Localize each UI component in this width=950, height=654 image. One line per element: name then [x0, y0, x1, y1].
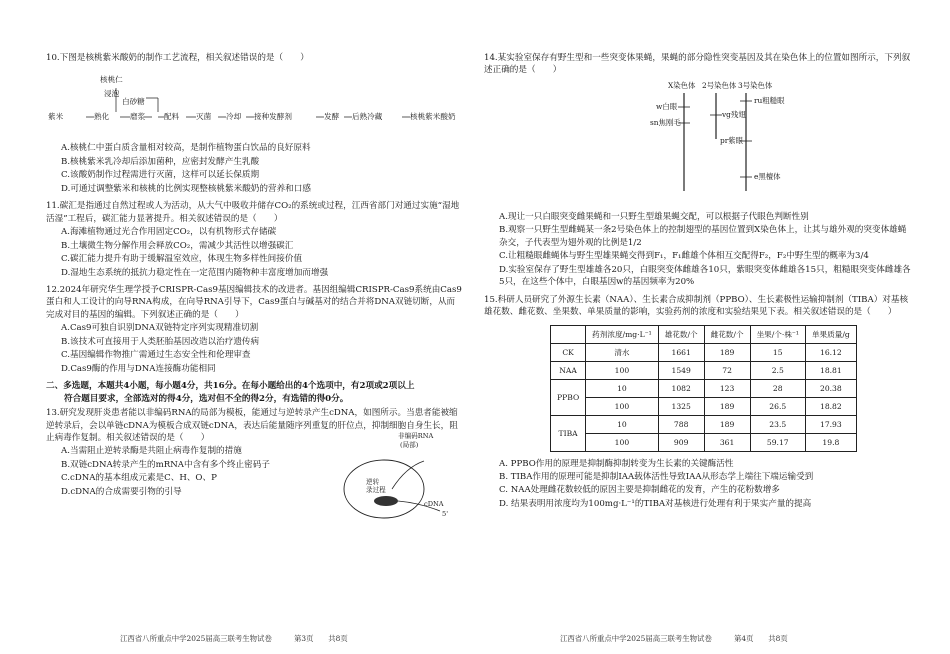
table-cell: 123	[704, 379, 750, 397]
table-cell: 72	[704, 361, 750, 379]
option-b: B.核桃紫米乳冷却后添加菌种，应密封发酵产生乳酸	[61, 156, 260, 167]
option-a: A.Cas9可独自识别DNA双链特定序列实现精准切割	[61, 323, 259, 334]
option-b: B.观察一只野生型雌蝇某一条2号染色体上的控制翅型的基因位置到X染色体上，让其与雄外观的突变体雄蝇杂交，子代表型为翅外观的比例是1/2	[499, 225, 907, 248]
flow-branch-sugar: 白砂糖	[122, 97, 145, 107]
table-cell: 909	[658, 433, 704, 451]
question-15	[484, 294, 912, 511]
flow-step: 紫米	[48, 112, 64, 122]
option-c: C.让粗糙眼雌蝇体与野生型雄果蝇交得到F₁，F₁雌雄个体相互交配得F₂，F₂中野生型的概率为3/4	[499, 251, 869, 262]
page-footer-right: 江西省八所重点中学2025届高三联考生物试卷 第4页 共8页	[560, 634, 788, 643]
section-heading-line: 二、多选题，本题共4小题，每小题4分，共16分。在每小题给出的4个选项中，有2项或2项以上	[46, 381, 415, 392]
table-cell: 15	[750, 343, 805, 361]
option-b: B.双链cDNA转录产生的mRNA中含有多个终止密码子	[61, 459, 270, 470]
table-cell: 28	[750, 379, 805, 397]
flow-step: 接种发酵剂	[254, 112, 292, 122]
option-c: C.cDNA的基本组成元素是C、H、O、P	[61, 473, 217, 484]
option-b: B.土壤微生物分解作用会释放CO₂，需减少其活性以增强碳汇	[61, 240, 294, 251]
gene-label-sn: sn焦刚毛	[650, 117, 681, 127]
option-a: A.核桃仁中蛋白质含量相对较高，是制作植物蛋白饮品的良好原料	[61, 143, 311, 154]
table-header-cell	[551, 325, 586, 343]
experiment-results-table	[550, 325, 857, 452]
table-cell: CK	[551, 343, 586, 361]
flow-step: 磨浆	[130, 112, 146, 122]
flow-step: 熟化	[94, 112, 110, 122]
option-d: D.Cas9酶的作用与DNA连接酶功能相同	[61, 363, 216, 374]
table-cell: 189	[704, 343, 750, 361]
table-cell: 26.5	[750, 397, 805, 415]
reverse-transcription-figure	[336, 427, 456, 523]
table-cell: 10	[586, 415, 659, 433]
table-cell: 20.38	[805, 379, 856, 397]
gene-label-ru: ru粗糙眼	[754, 95, 785, 105]
question-stem: 11.碳汇是指通过自然过程或人为活动，从大气中吸收并储存CO₂的系统或过程，江西省部门对通过实施“湿地活湿”工程后，碳汇能力显著提升。相关叙述错误的是（ ）	[46, 201, 460, 224]
option-b: B. TIBA作用的原理可能是抑制IAA载体活性导致IAA从形态学上端往下端运输受到	[499, 471, 814, 482]
table-cell: 17.93	[805, 415, 856, 433]
flow-step: 核桃紫米酸奶	[410, 112, 456, 122]
table-cell: 18.82	[805, 397, 856, 415]
chromosome-gene-map	[484, 79, 912, 207]
cell-diagram	[336, 427, 456, 523]
option-a: A.海滩植物通过光合作用固定CO₂，以有机物形式存储碳	[61, 227, 277, 238]
question-stem: 14.某实验室保存有野生型和一些突变体果蝇，果蝇的部分隐性突变基因及其在染色体上的位置如图所示，下列叙述正确的是（ ）	[484, 53, 911, 76]
option-c: C.基因编辑作物推广需通过生态安全性和伦理审查	[61, 350, 251, 361]
figure-label-cdna: cDNA	[424, 500, 444, 509]
gene-label-w: w白眼	[656, 101, 678, 111]
flow-step: 后熟冷藏	[352, 112, 383, 122]
figure-label-5prime: 5'	[442, 510, 449, 519]
table-cell: 361	[704, 433, 750, 451]
table-row	[551, 361, 857, 379]
section-heading-line: 符合题目要求，全部选对的得4分，选对但不全的得2分，有选错的得0分。	[64, 393, 349, 404]
question-stem: 12.2024年研究华生理学授予CRISPR-Cas9基因编辑技术的改进者。基因组编辑CRISPR-Cas9系统由Cas9蛋白和人工设计的向导RNA构成，在向导RNA引导下，Cas9蛋白与碱基对的结合并将DNA双链切断，从而完成对目的基因的编辑。下列叙述正确的是（ ）	[46, 284, 462, 320]
gene-label-vg: vg残翅	[722, 109, 746, 119]
table-row	[551, 415, 857, 433]
question-stem: 13.研究发现肝炎患者能以非编码RNA的局部为模板，能通过与逆转录产生cDNA，如图所示。当患者能被缩逆转录后，会以单链cDNA为模板合成双链cDNA，表达后能量随序列重复的肝位点，抑制细胞自身生长，阻止病毒作复制。相关叙述错误的是（ ）	[46, 408, 458, 443]
flow-step: 配料	[164, 112, 180, 122]
table-cell: 100	[586, 361, 659, 379]
question-10	[46, 52, 462, 195]
option-d: D.可通过调整紫米和核桃的比例实现整核桃紫米酸奶的营养和口感	[61, 183, 311, 194]
table-cell: 1325	[658, 397, 704, 415]
question-11	[46, 200, 462, 279]
table-cell: NAA	[551, 361, 586, 379]
table-header-cell: 药剂浓度/mg·L⁻¹	[586, 325, 659, 343]
figure-label-ncrna: 非编码RNA	[398, 432, 434, 441]
flow-step: 发酵	[324, 112, 340, 122]
table-cell: 清水	[586, 343, 659, 361]
table-cell: 100	[586, 433, 659, 451]
table-cell: 1082	[658, 379, 704, 397]
option-d: D. 结果表明用浓度均为100mg·L⁻¹的TIBA对基核进行处理有利于果实产量的提高	[499, 498, 812, 509]
option-d: D.湿地生态系统的抵抗力稳定性在一定范围内随物种丰富度增加而增强	[61, 267, 329, 278]
option-c: C.碳汇能力提升有助于缓解温室效应，体现生物多样性间接价值	[61, 254, 303, 265]
table-cell: 100	[586, 397, 659, 415]
option-c: C. NAA处理雌花数较低的原因主要是抑制雌花的发育，产生的花粉数增多	[499, 485, 780, 496]
table-cell: 16.12	[805, 343, 856, 361]
question-13	[46, 407, 462, 519]
table-header-cell: 单果质量/g	[805, 325, 856, 343]
page-footer-left: 江西省八所重点中学2025届高三联考生物试卷 第3页 共8页	[120, 634, 348, 643]
question-stem: 10.下图是核桃紫米酸奶的制作工艺流程，相关叙述错误的是（ ）	[46, 53, 309, 63]
option-d: D.实验室保存了野生型雄雄各20只，白眼突变体雌雄各10只，紫眼突变体雌雄各15只，粗糙眼突变体雌雄各5只，在这些个体中，白眼基因w的基因频率为20%	[499, 264, 911, 288]
table-cell: PPBO	[551, 379, 586, 415]
table-header-row	[551, 325, 857, 343]
table-cell: 189	[704, 415, 750, 433]
label-chromosome-2: 2号染色体	[702, 80, 737, 90]
table-cell: 23.5	[750, 415, 805, 433]
question-12	[46, 284, 462, 375]
table-header-cell: 雄花数/个	[658, 325, 704, 343]
table-cell: 18.81	[805, 361, 856, 379]
option-b: B.该技术可直接用于人类胚胎基因改造以治疗遗传病	[61, 336, 260, 347]
table-row	[551, 397, 857, 415]
flow-branch-walnut: 核桃仁	[100, 75, 123, 85]
label-chromosome-3: 3号染色体	[738, 80, 773, 90]
table-header-cell: 坐果/个·株⁻¹	[750, 325, 805, 343]
question-stem: 15.科研人员研究了外源生长素（NAA）、生长素合成抑制剂（PPBO）、生长素极性运输抑制剂（TIBA）对基核雄花数、雌花数、坐果数、单果质量的影响，实验药剂的浓度和实验结果见下表。相关叙述错误的是（ ）	[484, 294, 909, 318]
table-cell: 189	[704, 397, 750, 415]
option-a: A.当需阻止逆转录酶是共阻止病毒作复制的措施	[61, 446, 242, 457]
option-a: A.现让一只白眼突变雌果蝇和一只野生型雄果蝇交配，可以根据子代眼色判断性别	[499, 211, 809, 222]
table-cell: 788	[658, 415, 704, 433]
figure-label-process: 逆转	[366, 478, 380, 487]
table-header-cell: 雌花数/个	[704, 325, 750, 343]
table-row	[551, 433, 857, 451]
label-x-chromosome: X染色体	[668, 80, 696, 90]
table-cell: 19.8	[805, 433, 856, 451]
figure-label-ncrna-part: (局部)	[400, 441, 419, 450]
option-c: C.该酸奶制作过程需进行灭菌，这样可以延长保质期	[61, 170, 260, 181]
flow-branch-soak: 浸泡	[104, 89, 120, 99]
question-14	[484, 52, 912, 289]
figure-label-process2: 录过程	[366, 486, 386, 495]
table-row	[551, 379, 857, 397]
table-row	[551, 343, 857, 361]
gene-label-pr: pr紫眼	[720, 135, 744, 145]
flow-step: 灭菌	[196, 112, 212, 122]
option-a: A. PPBO作用的原理是抑制酶抑制转变为生长素的关键酶活性	[499, 458, 734, 469]
section-heading	[46, 380, 462, 405]
table-cell: 59.17	[750, 433, 805, 451]
chromosome-lines	[484, 79, 912, 207]
table-cell: TIBA	[551, 415, 586, 451]
process-flow-diagram	[46, 66, 462, 138]
flow-step: 冷却	[226, 112, 242, 122]
option-d: D.cDNA的合成需要引物的引导	[61, 486, 182, 497]
table-cell: 1661	[658, 343, 704, 361]
gene-label-e: e黑檀体	[754, 171, 781, 181]
table-cell: 2.5	[750, 361, 805, 379]
right-column	[484, 52, 912, 515]
table-cell: 1549	[658, 361, 704, 379]
left-column	[46, 52, 462, 519]
table-cell: 10	[586, 379, 659, 397]
